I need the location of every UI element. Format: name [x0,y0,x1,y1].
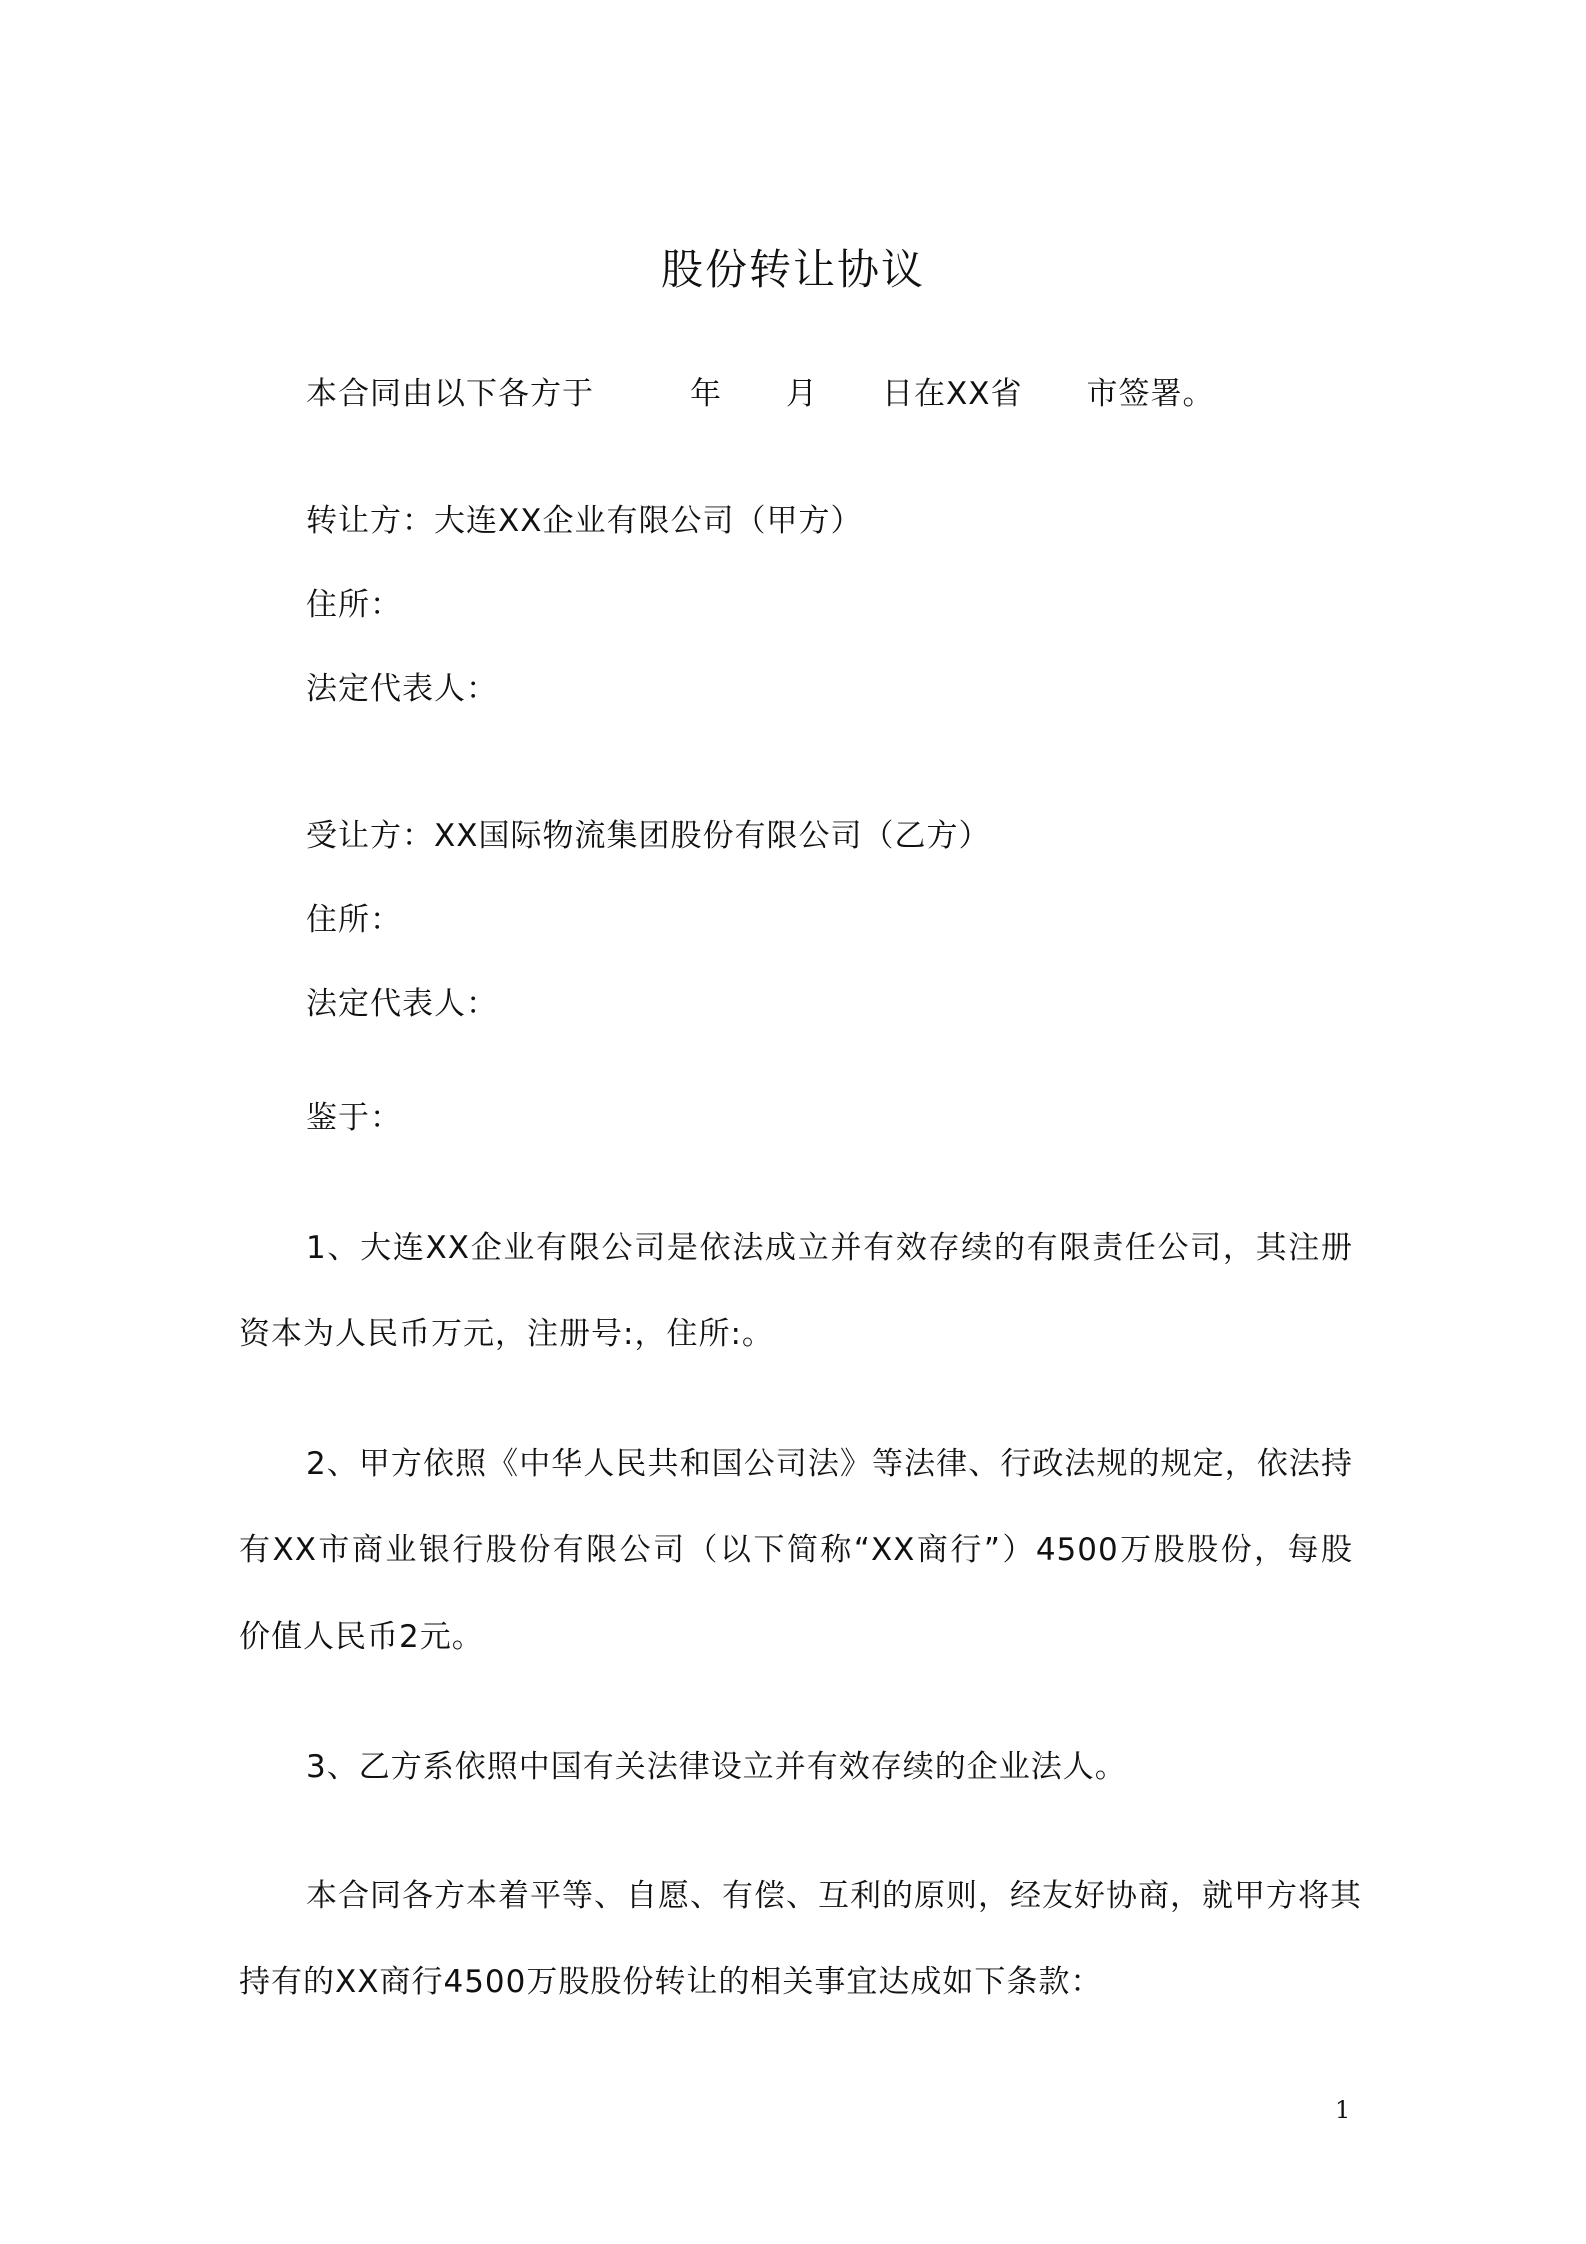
recital-1-line-2: 资本为人民币万元，注册号:，住所:。 [239,1316,774,1352]
transferee-name-line: 受让方：XX国际物流集团股份有限公司（乙方） [306,818,991,854]
transferor-name-line: 转让方：大连XX企业有限公司（甲方） [306,503,863,539]
document-title: 股份转让协议 [660,245,925,294]
transferee-address-label: 住所： [306,902,402,938]
page-number: 1 [1335,2096,1351,2124]
recital-2-line-2: 有XX市商业银行股份有限公司（以下简称“XX商行”）4500万股股份，每股 [239,1532,1353,1568]
agreement-line-2: 持有的XX商行4500万股股份转让的相关事宜达成如下条款： [239,1964,1103,2000]
transferee-legal-rep-label: 法定代表人： [306,986,498,1022]
whereas-heading: 鉴于： [306,1100,402,1136]
opening-statement: 本合同由以下各方于 年 月 日在XX省 市签署。 [306,376,1215,412]
transferor-legal-rep-label: 法定代表人： [306,671,498,707]
recital-2-line-1: 2、甲方依照《中华人民共和国公司法》等法律、行政法规的规定，依法持 [306,1446,1353,1482]
recital-1-line-1: 1、大连XX企业有限公司是依法成立并有效存续的有限责任公司，其注册 [306,1230,1353,1266]
transferor-address-label: 住所： [306,587,402,623]
recital-2-line-3: 价值人民币2元。 [239,1619,484,1655]
recital-3-line-1: 3、乙方系依照中国有关法律设立并有效存续的企业法人。 [306,1749,1127,1785]
agreement-line-1: 本合同各方本着平等、自愿、有偿、互利的原则，经友好协商，就甲方将其 [306,1878,1362,1914]
